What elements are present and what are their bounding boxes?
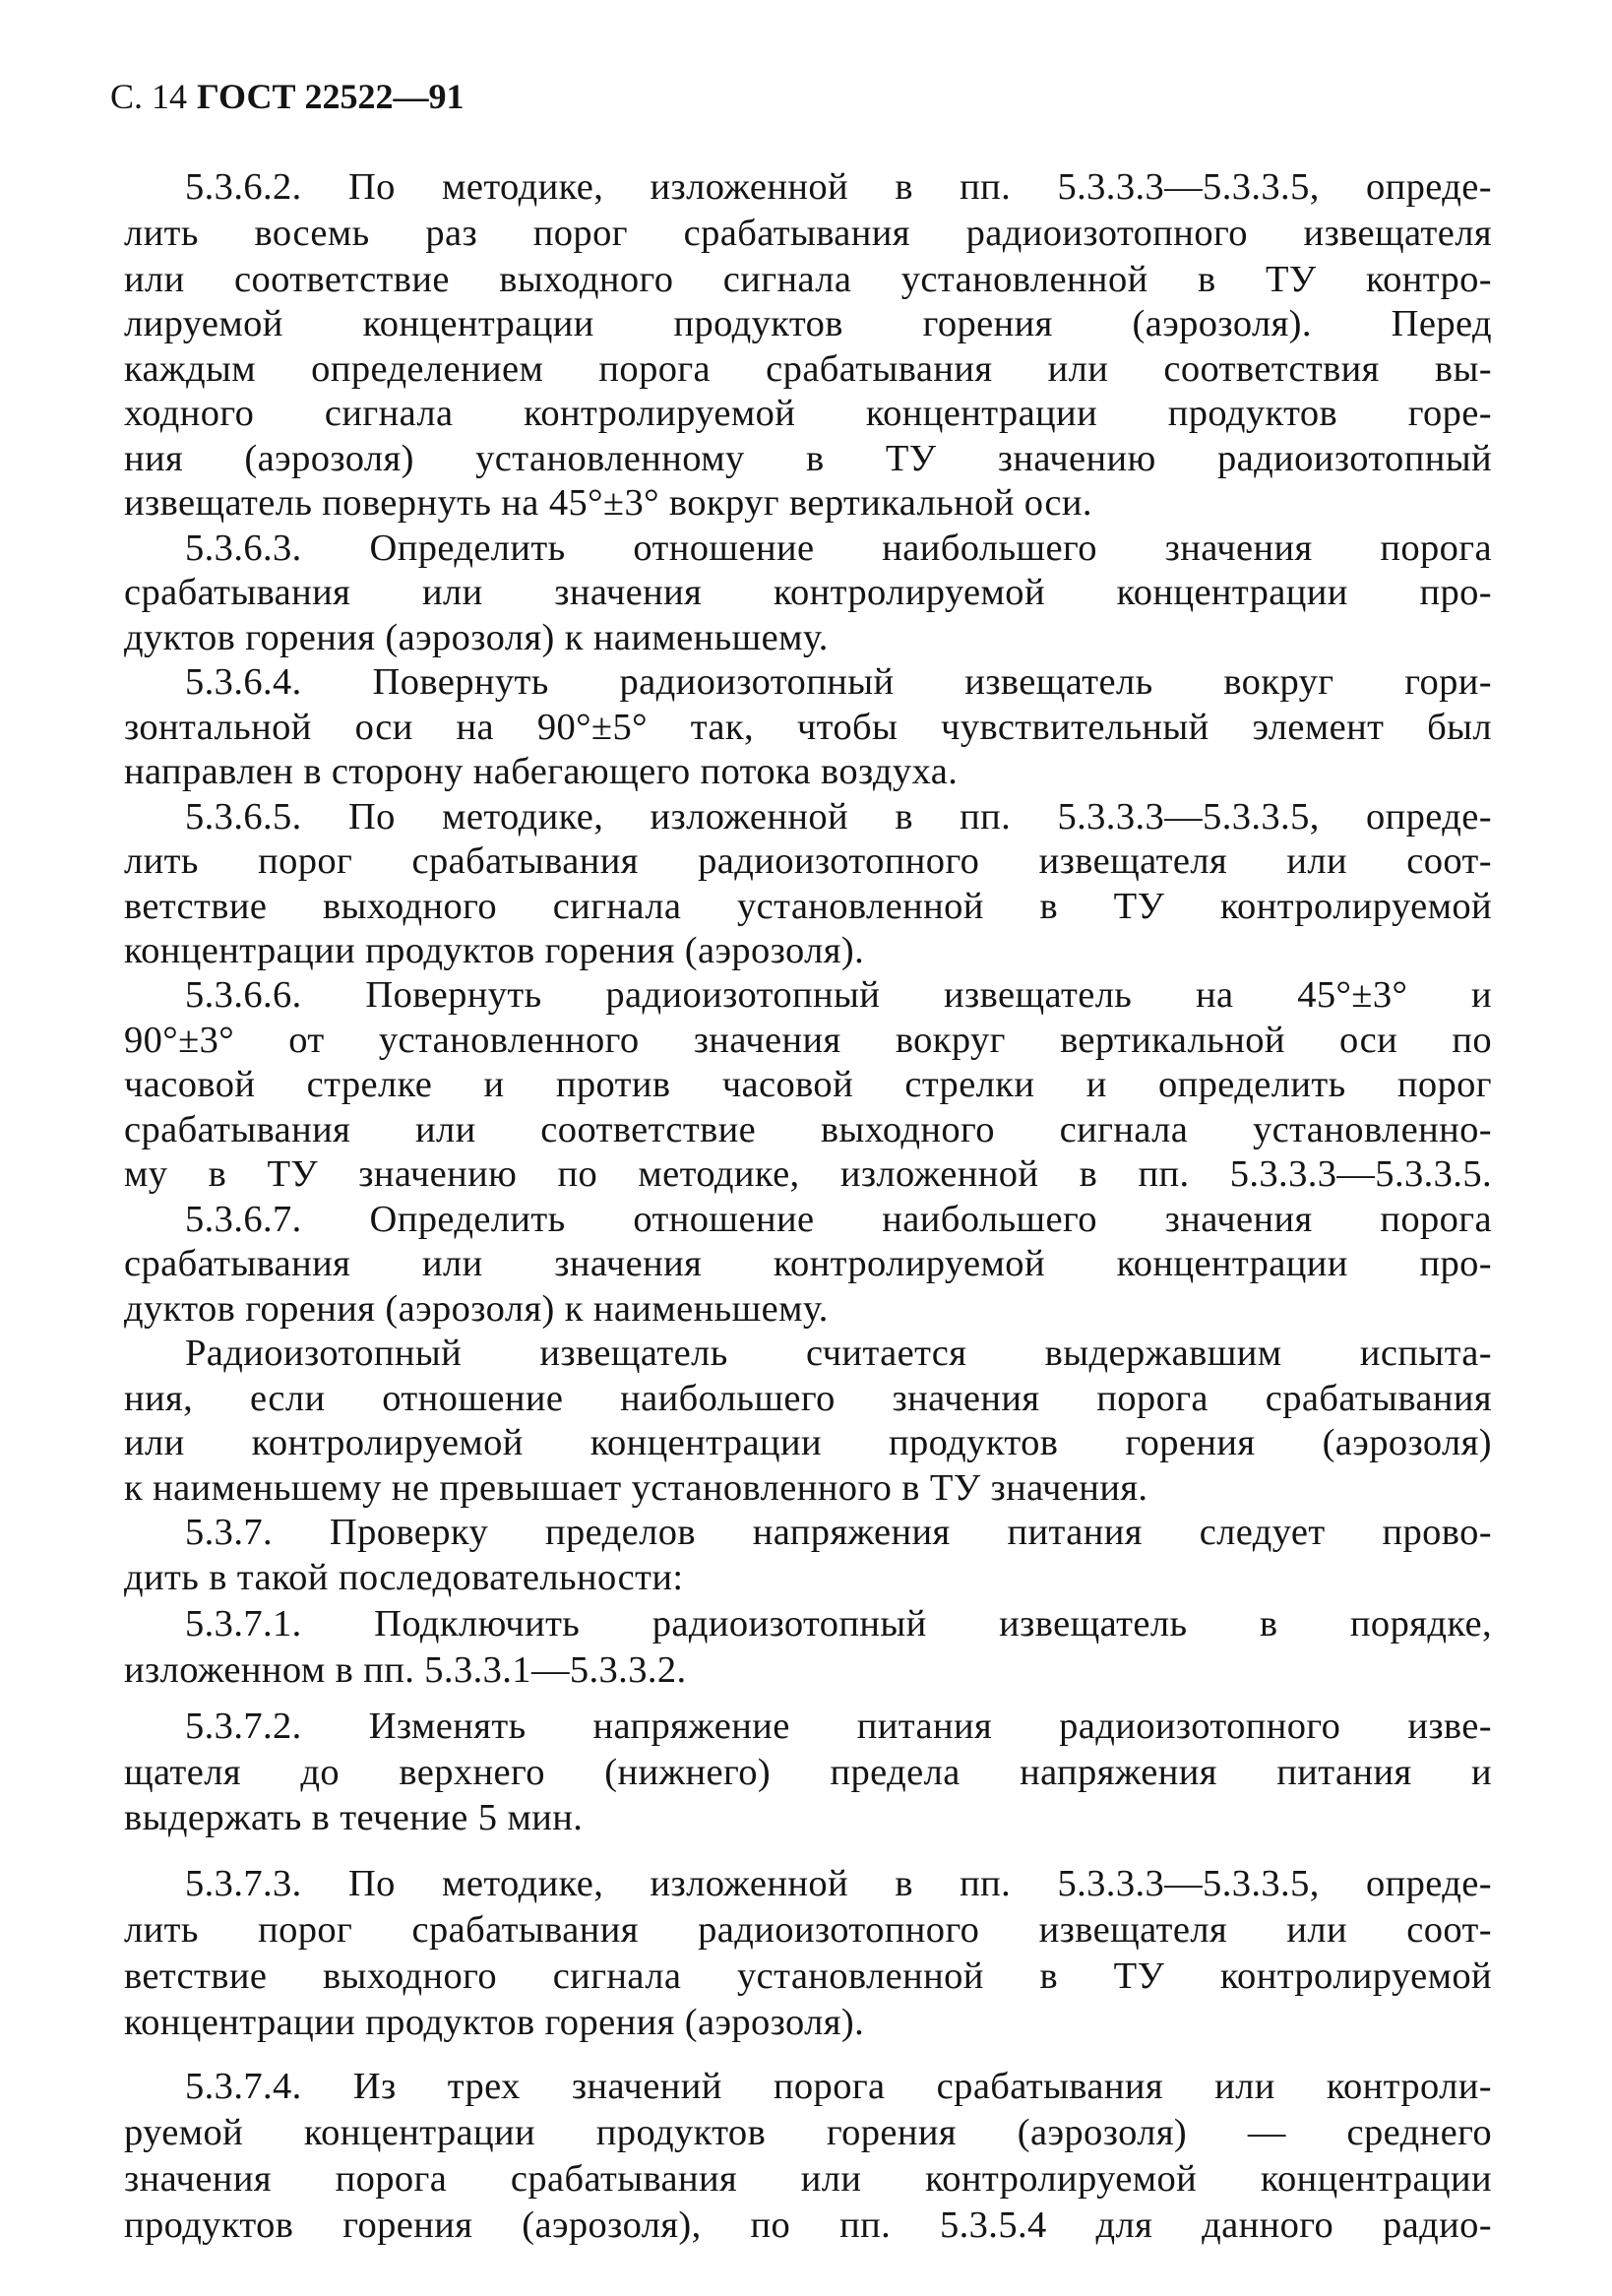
text-line: значения порога срабатывания или контролируемой концентрации [124, 2158, 1492, 2200]
text-line: к наименьшему не превышает установленного в ТУ значения. [124, 1467, 1148, 1509]
text-line: срабатывания или значения контролируемой концентрации про- [124, 572, 1492, 613]
text-line: 5.3.6.4. Повернуть радиоизотопный извещатель вокруг гори- [185, 661, 1492, 703]
text-line: щателя до верхнего (нижнего) предела напряжения питания и [124, 1752, 1492, 1793]
text-line: Радиоизотопный извещатель считается выдержавшим испыта- [185, 1333, 1492, 1374]
text-line: дуктов горения (аэрозоля) к наименьшему. [124, 617, 829, 658]
text-line: дуктов горения (аэрозоля) к наименьшему. [124, 1288, 829, 1330]
text-line: 5.3.6.7. Определить отношение наибольшего значения порога [185, 1199, 1492, 1240]
text-line: или контролируемой концентрации продуктов горения (аэрозоля) [124, 1422, 1492, 1463]
text-line: ния, если отношение наибольшего значения порога срабатывания [124, 1378, 1492, 1419]
text-line: направлен в сторону набегающего потока воздуха. [124, 751, 959, 792]
text-line: руемой концентрации продуктов горения (аэрозоля) — среднего [124, 2112, 1492, 2153]
text-line: 5.3.6.6. Повернуть радиоизотопный извещатель на 45°±3° и [185, 974, 1492, 1016]
text-line: часовой стрелке и против часовой стрелки и определить порог [124, 1064, 1492, 1105]
text-line: 5.3.7.4. Из трех значений порога срабатывания или контроли- [185, 2066, 1492, 2107]
text-line: концентрации продуктов горения (аэрозоля). [124, 2002, 865, 2043]
text-line: 5.3.7.3. По методике, изложенной в пп. 5.3.3.3—5.3.3.5, опреде- [185, 1863, 1492, 1904]
text-line: ходного сигнала контролируемой концентрации продуктов горе- [124, 393, 1492, 434]
text-line: ветствие выходного сигнала установленной в ТУ контролируемой [124, 886, 1492, 927]
text-line: лируемой концентрации продуктов горения (аэрозоля). Перед [124, 303, 1492, 344]
text-line: продуктов горения (аэрозоля), по пп. 5.3.5.4 для данного радио- [124, 2204, 1492, 2246]
page-number: С. 14 [110, 77, 188, 116]
text-line: изложенном в пп. 5.3.3.1—5.3.3.2. [124, 1649, 687, 1691]
standard-code: ГОСТ 22522—91 [197, 77, 465, 116]
text-line: лить восемь раз порог срабатывания радиоизотопного извещателя [124, 213, 1492, 254]
text-line: лить порог срабатывания радиоизотопного извещателя или соот- [124, 840, 1492, 882]
text-line: извещатель повернуть на 45°±3° вокруг вертикальной оси. [124, 482, 1092, 524]
text-line: выдержать в течение 5 мин. [124, 1797, 584, 1838]
text-line: концентрации продуктов горения (аэрозоля). [124, 930, 865, 971]
text-line: срабатывания или значения контролируемой концентрации про- [124, 1243, 1492, 1284]
text-line: зонтальной оси на 90°±5° так, чтобы чувствительный элемент был [124, 707, 1492, 748]
text-line: ветствие выходного сигнала установленной в ТУ контролируемой [124, 1955, 1492, 1997]
text-line: 5.3.6.3. Определить отношение наибольшего значения порога [185, 527, 1492, 569]
text-line: дить в такой последовательности: [124, 1557, 684, 1598]
text-line: или соответствие выходного сигнала установленной в ТУ контро- [124, 259, 1492, 300]
text-line: лить порог срабатывания радиоизотопного извещателя или соот- [124, 1909, 1492, 1951]
text-line: ния (аэрозоля) установленному в ТУ значению радиоизотопный [124, 438, 1492, 479]
text-line: му в ТУ значению по методике, изложенной в пп. 5.3.3.3—5.3.3.5. [124, 1153, 1492, 1195]
text-line: 5.3.7.1. Подключить радиоизотопный извещатель в порядке, [185, 1603, 1492, 1644]
text-line: каждым определением порога срабатывания или соответствия вы- [124, 348, 1492, 390]
text-line: срабатывания или соответствие выходного сигнала установленно- [124, 1109, 1492, 1150]
text-line: 90°±3° от установленного значения вокруг вертикальной оси по [124, 1020, 1492, 1061]
text-line: 5.3.7. Проверку пределов напряжения питания следует прово- [185, 1512, 1492, 1553]
text-line: 5.3.7.2. Изменять напряжение питания радиоизотопного изве- [185, 1706, 1492, 1747]
text-line: 5.3.6.5. По методике, изложенной в пп. 5.3.3.3—5.3.3.5, опреде- [185, 796, 1492, 838]
text-line: 5.3.6.2. По методике, изложенной в пп. 5.3.3.3—5.3.3.5, опреде- [185, 166, 1492, 208]
